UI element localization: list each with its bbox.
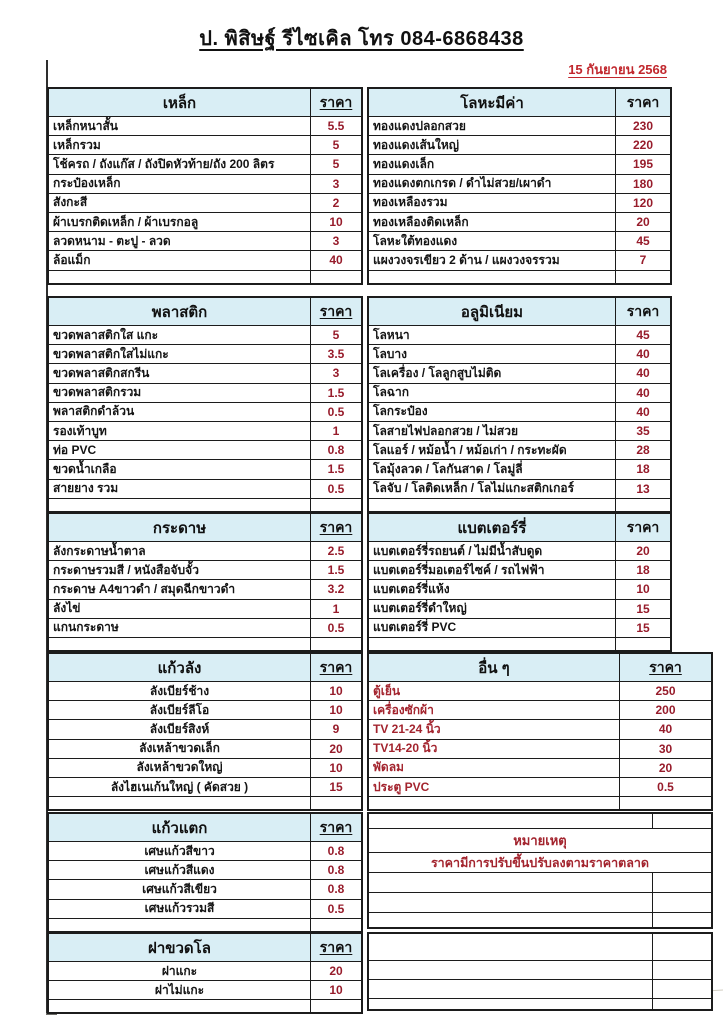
table-row [369, 251, 670, 270]
item-name: พลาสติกดำล้วน [49, 403, 311, 421]
table-row [49, 384, 361, 403]
others-table [367, 652, 713, 811]
table-header [49, 298, 361, 326]
price-header: ราคา [626, 518, 660, 535]
table-row [369, 561, 670, 580]
item-name: รองเท้าบูท [49, 422, 311, 440]
item-price: 3 [332, 176, 340, 191]
table-row [49, 155, 361, 174]
item-name: แบตเตอร์รี่แห้ง [369, 580, 616, 598]
item-name: โลจับ / โลติดเหล็ก / โลไม่แกะสติกเกอร์ [369, 480, 616, 498]
table-row [369, 460, 670, 479]
table-row [49, 759, 361, 778]
item-price: 40 [636, 385, 650, 400]
table-row [369, 326, 670, 345]
item-name: โลมุ้งลวด / โลกันสาด / โลมู่ลี่ [369, 460, 616, 478]
item-price: 40 [636, 347, 650, 362]
item-price: 1.5 [327, 563, 345, 578]
table-header [369, 514, 670, 542]
item-price: 0.8 [327, 863, 345, 878]
item-price: 0.8 [327, 443, 345, 458]
table-row [369, 117, 670, 136]
item-price: 10 [329, 215, 343, 230]
item-name: ขวดน้ำเกลือ [49, 460, 311, 478]
table-row [369, 155, 670, 174]
item-price: 10 [329, 760, 343, 775]
item-name: แบตเตอร์รี่รถยนต์ / ไม่มีน้ำสับดูด [369, 542, 616, 560]
table-row [49, 117, 361, 136]
price-header: ราคา [319, 518, 353, 535]
item-price: 0.5 [657, 780, 674, 795]
item-price: 15 [329, 780, 343, 795]
item-price: 10 [329, 703, 343, 718]
item-price: 18 [636, 462, 650, 477]
paper-table [47, 512, 363, 652]
item-price: 20 [329, 964, 343, 979]
item-price: 40 [636, 366, 650, 381]
item-price: 20 [636, 215, 650, 230]
table-row [369, 403, 670, 422]
empty-row [369, 271, 670, 283]
table-row [49, 842, 361, 861]
item-price: 7 [639, 253, 647, 268]
item-name: โลสายไฟปลอกสวย / ไม่สวย [369, 422, 616, 440]
item-name: สายยาง รวม [49, 480, 311, 498]
aluminum-table [367, 296, 672, 513]
empty-grid-panel [367, 932, 713, 1011]
item-name: ลังไฮเนเก้นใหญ่ ( คัดสวย ) [49, 778, 311, 796]
item-price: 15 [636, 620, 650, 635]
table-row [49, 460, 361, 479]
item-price: 13 [636, 481, 650, 496]
table-row [49, 962, 361, 981]
item-name: แบตเตอร์รี่ดำใหญ่ [369, 600, 616, 618]
item-price: 40 [329, 253, 343, 268]
item-name: เหล็กหนาสั้น [49, 117, 311, 135]
table-row [49, 561, 361, 580]
table-row [49, 619, 361, 638]
item-price: 30 [658, 741, 673, 756]
table-row [49, 981, 361, 1000]
table-row [49, 778, 361, 797]
item-name: เศษแก้วสีแดง [49, 861, 311, 879]
item-name: ฝาแกะ [49, 962, 311, 980]
empty-row [369, 934, 711, 961]
battery-table [367, 512, 672, 652]
item-price: 9 [332, 722, 340, 737]
item-name: สังกะสี [49, 194, 311, 212]
table-row [49, 364, 361, 383]
price-header: ราคา [319, 658, 353, 675]
table-row [369, 480, 670, 499]
price-header: ราคา [319, 818, 353, 835]
table-row [369, 701, 711, 720]
price-header: ราคา [626, 93, 660, 110]
table-row [49, 900, 361, 919]
table-row [49, 232, 361, 251]
item-name: ขวดพลาสติกใส แกะ [49, 326, 311, 344]
table-row [49, 345, 361, 364]
table-row [49, 403, 361, 422]
item-price: 40 [636, 404, 650, 419]
table-title: โลหะมีค่า [369, 89, 616, 116]
item-price: 220 [632, 138, 654, 153]
item-name: พัดลม [369, 759, 620, 777]
item-name: โลบาง [369, 345, 616, 363]
notes-panel [367, 812, 713, 929]
item-price: 35 [636, 424, 650, 439]
item-name: ทองเหลืองติดเหล็ก [369, 213, 616, 231]
item-price: 45 [636, 234, 650, 249]
table-row [369, 213, 670, 232]
table-row [369, 740, 711, 759]
empty-row [369, 814, 711, 829]
item-name: ทองแดงเล็ก [369, 155, 616, 173]
table-row [49, 701, 361, 720]
item-price: 5.5 [327, 119, 345, 134]
table-header [49, 654, 361, 682]
item-price: 180 [632, 176, 654, 191]
table-header [49, 814, 361, 842]
item-name: ผ้าเบรกติดเหล็ก / ผ้าเบรกอลู [49, 213, 311, 231]
table-row [49, 682, 361, 701]
item-price: 0.5 [327, 901, 345, 916]
item-name: ประตู PVC [369, 778, 620, 796]
table-title: เหล็ก [49, 89, 311, 116]
item-name: ลังไข่ [49, 600, 311, 618]
table-row [369, 600, 670, 619]
table-row [49, 441, 361, 460]
table-row [369, 720, 711, 739]
item-name: กระดาษรวมสี / หนังสือจับจั้ว [49, 561, 311, 579]
item-price: 3 [332, 234, 340, 249]
table-row [369, 384, 670, 403]
table-row [369, 136, 670, 155]
table-row [369, 759, 711, 778]
table-title: แบตเตอร์รี่ [369, 514, 616, 541]
item-name: ทองแดงเส้นใหญ่ [369, 136, 616, 154]
item-name: ลวดหนาม - ตะปู - ลวด [49, 232, 311, 250]
empty-row [49, 638, 361, 650]
table-header [369, 89, 670, 117]
notes-title: หมายเหตุ [369, 829, 711, 853]
table-row [49, 251, 361, 270]
table-header [49, 89, 361, 117]
empty-row [49, 1000, 361, 1012]
item-name: แผงวงจรเขียว 2 ด้าน / แผงวงจรรวม [369, 251, 616, 269]
empty-row [369, 499, 670, 511]
item-price: 20 [658, 760, 673, 775]
date-label: 15 กันยายน 2568 [568, 62, 667, 77]
table-row [369, 778, 711, 797]
item-name: โลฉาก [369, 384, 616, 402]
empty-row [369, 999, 711, 1009]
item-price: 0.5 [327, 481, 345, 496]
item-name: โลแอร์ / หม้อน้ำ / หม้อเก่า / กระทะผัด [369, 441, 616, 459]
item-price: 10 [329, 684, 343, 699]
table-header [369, 298, 670, 326]
table-title: แก้วแตก [49, 814, 311, 841]
item-price: 1.5 [327, 385, 345, 400]
table-row [49, 542, 361, 561]
item-price: 120 [632, 195, 654, 210]
glass-crate-table [47, 652, 363, 811]
table-row [369, 619, 670, 638]
item-price: 10 [636, 582, 650, 597]
item-name: แกนกระดาษ [49, 619, 311, 637]
item-price: 15 [636, 601, 650, 616]
item-price: 3.5 [327, 347, 345, 362]
bottle-cap-table [47, 932, 363, 1014]
price-header: ราคา [319, 938, 353, 955]
precious-metal-table [367, 87, 672, 285]
empty-row [369, 980, 711, 999]
empty-row [369, 913, 711, 927]
item-name: ขวดพลาสติกรวม [49, 384, 311, 402]
item-price: 250 [655, 684, 676, 699]
item-name: ท่อ PVC [49, 441, 311, 459]
table-row [49, 422, 361, 441]
empty-row [49, 797, 361, 809]
item-price: 28 [636, 443, 650, 458]
item-name: ฝาไม่แกะ [49, 981, 311, 999]
item-price: 10 [329, 983, 343, 998]
table-row [369, 194, 670, 213]
table-row [49, 136, 361, 155]
table-title: อื่น ๆ [369, 654, 620, 681]
item-price: 1.5 [327, 462, 345, 477]
item-name: เศษแก้วสีขาว [49, 842, 311, 860]
empty-row [369, 893, 711, 913]
item-price: 0.8 [327, 882, 345, 897]
item-name: ล้อแม็ก [49, 251, 311, 269]
item-price: 5 [332, 157, 340, 172]
item-name: เครื่องซักผ้า [369, 701, 620, 719]
item-name: ลังกระดาษน้ำตาล [49, 542, 311, 560]
item-name: โลกระป๋อง [369, 403, 616, 421]
empty-row [49, 271, 361, 283]
empty-row [369, 961, 711, 980]
table-row [369, 682, 711, 701]
price-header: ราคา [626, 302, 660, 319]
empty-row [49, 919, 361, 931]
table-row [49, 880, 361, 899]
table-row [49, 740, 361, 759]
item-name: โช้ครถ / ถังแก๊ส / ถังปิดหัวท้าย/ถัง 200 ลิตร [49, 155, 311, 173]
table-header [49, 514, 361, 542]
item-name: TV 21-24 นิ้ว [369, 720, 620, 738]
table-row [49, 580, 361, 599]
item-name: ตู้เย็น [369, 682, 620, 700]
item-name: ทองเหลืองรวม [369, 194, 616, 212]
table-title: อลูมิเนียม [369, 298, 616, 325]
table-row [369, 542, 670, 561]
price-header: ราคา [649, 658, 682, 675]
item-price: 0.8 [327, 844, 345, 859]
table-title: กระดาษ [49, 514, 311, 541]
item-name: โลเครื่อง / โลลูกสูบไม่ติด [369, 364, 616, 382]
table-title: พลาสติก [49, 298, 311, 325]
item-name: ทองแดงปลอกสวย [369, 117, 616, 135]
item-price: 1 [332, 601, 340, 616]
item-price: 18 [636, 563, 650, 578]
item-name: โลหะใต้ทองแดง [369, 232, 616, 250]
table-title: แก้วลัง [49, 654, 311, 681]
item-name: เหล็กรวม [49, 136, 311, 154]
item-price: 20 [636, 544, 650, 559]
item-name: ลังเบียร์ช้าง [49, 682, 311, 700]
item-price: 45 [636, 328, 650, 343]
table-row [49, 480, 361, 499]
table-header [49, 934, 361, 962]
table-row [369, 441, 670, 460]
table-header [369, 654, 711, 682]
item-name: ขวดพลาสติกสกรีน [49, 364, 311, 382]
item-name: แบตเตอร์รี่มอเตอร์ไซค์ / รถไฟฟ้า [369, 561, 616, 579]
item-price: 0.5 [327, 404, 345, 419]
item-price: 3 [332, 366, 340, 381]
item-price: 40 [658, 722, 673, 737]
item-price: 3.2 [327, 582, 345, 597]
table-row [369, 364, 670, 383]
empty-row [369, 797, 711, 809]
table-row [369, 580, 670, 599]
table-row [49, 861, 361, 880]
item-name: เศษแก้วรวมสี [49, 900, 311, 918]
item-price: 0.5 [327, 620, 345, 635]
item-price: 5 [332, 138, 340, 153]
price-header: ราคา [319, 302, 353, 319]
table-row [49, 600, 361, 619]
item-price: 230 [632, 119, 654, 134]
table-row [49, 213, 361, 232]
page-title: ป. พิสิษฐ์ รีไซเคิล โทร 084-6868438 [199, 28, 524, 50]
item-name: กระดาษ A4ขาวดำ / สมุดฉีกขาวดำ [49, 580, 311, 598]
steel-table [47, 87, 363, 285]
item-name: แบตเตอร์รี่ PVC [369, 619, 616, 637]
item-name: ลังเบียร์ลีโอ [49, 701, 311, 719]
item-name: กระป๋องเหล็ก [49, 175, 311, 193]
item-price: 5 [332, 328, 340, 343]
empty-row [369, 638, 670, 650]
table-row [49, 326, 361, 345]
item-name: เศษแก้วสีเขียว [49, 880, 311, 898]
item-name: โลหนา [369, 326, 616, 344]
item-price: 2.5 [327, 544, 345, 559]
table-row [49, 194, 361, 213]
table-title: ฝาขวดโล [49, 934, 311, 961]
plastic-table [47, 296, 363, 513]
table-row [369, 232, 670, 251]
item-price: 20 [329, 741, 343, 756]
item-name: ลังเหล้าขวดเล็ก [49, 740, 311, 758]
notes-body: ราคามีการปรับขึ้นปรับลงตามราคาตลาด [369, 853, 711, 873]
item-price: 200 [655, 703, 676, 718]
item-price: 2 [332, 195, 340, 210]
empty-row [49, 499, 361, 511]
item-name: ลังเบียร์สิงห์ [49, 720, 311, 738]
item-name: ขวดพลาสติกใสไม่แกะ [49, 345, 311, 363]
item-name: ทองแดงตกเกรด / ดำไม่สวย/เผาดำ [369, 175, 616, 193]
table-row [369, 422, 670, 441]
item-price: 195 [632, 157, 654, 172]
empty-row [369, 873, 711, 893]
table-row [369, 175, 670, 194]
item-name: TV14-20 นิ้ว [369, 740, 620, 758]
broken-glass-table [47, 812, 363, 933]
table-row [49, 175, 361, 194]
table-row [49, 720, 361, 739]
item-name: ลังเหล้าขวดใหญ่ [49, 759, 311, 777]
table-row [369, 345, 670, 364]
price-header: ราคา [319, 93, 353, 110]
item-price: 1 [332, 424, 340, 439]
